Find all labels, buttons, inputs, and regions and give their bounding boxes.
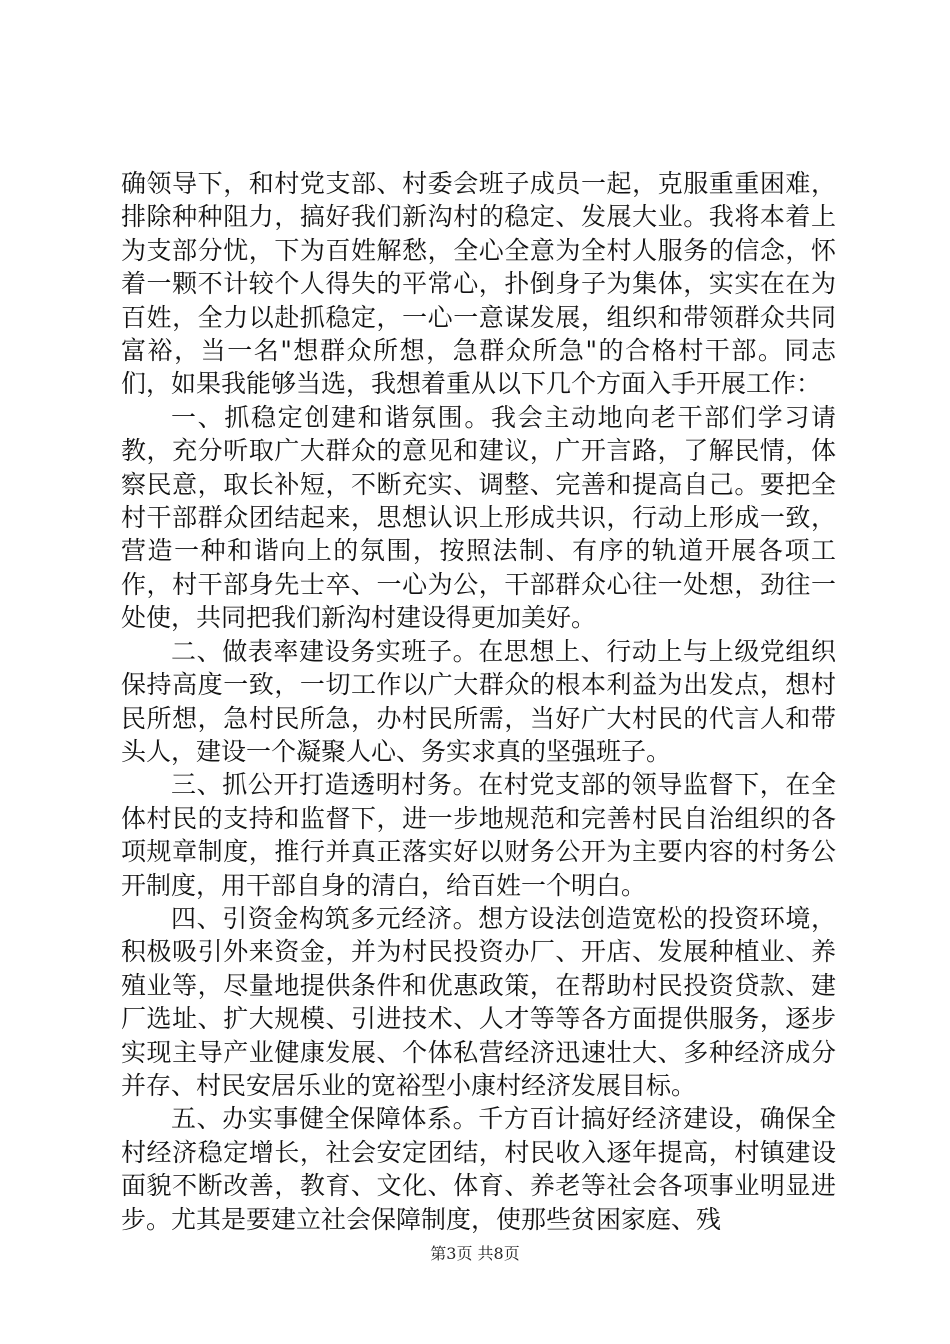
document-body <box>121 167 836 1236</box>
paragraph-point-4: 四、引资金构筑多元经济。想方设法创造宽松的投资环境，积极吸引外来资金，并为村民投资办厂、开店、发展种植业、养殖业等，尽量地提供条件和优惠政策，在帮助村民投资贷款、建厂选址、扩大规模、引进技术、人才等等各方面提供服务，逐步实现主导产业健康发展、个体私营经济迅速壮大、多种经济成分并存、村民安居乐业的宽裕型小康村经济发展目标。 <box>121 903 836 1100</box>
paragraph-point-2: 二、做表率建设务实班子。在思想上、行动上与上级党组织保持高度一致，一切工作以广大群众的根本利益为出发点，想村民所想，急村民所急，办村民所需，当好广大村民的代言人和带头人，建设一个凝聚人心、务实求真的坚强班子。 <box>121 636 836 766</box>
paragraph-point-3: 三、抓公开打造透明村务。在村党支部的领导监督下，在全体村民的支持和监督下，进一步地规范和完善村民自治组织的各项规章制度，推行并真正落实好以财务公开为主要内容的村务公开制度，用干部自身的清白，给百姓一个明白。 <box>121 770 836 900</box>
paragraph-point-5: 五、办实事健全保障体系。千方百计搞好经济建设，确保全村经济稳定增长，社会安定团结，村民收入逐年提高，村镇建设面貌不断改善，教育、文化、体育、养老等社会各项事业明显进步。尤其是要建立社会保障制度，使那些贫困家庭、残 <box>121 1104 836 1234</box>
paragraph-intro: 确领导下，和村党支部、村委会班子成员一起，克服重重困难，排除种种阻力，搞好我们新沟村的稳定、发展大业。我将本着上为支部分忧，下为百姓解愁，全心全意为全村人服务的信念，怀着一颗不计较个人得失的平常心，扑倒身子为集体，实实在在为百姓，全力以赴抓稳定，一心一意谋发展，组织和带领群众共同富裕，当一名"想群众所想，急群众所急"的合格村干部。同志们，如果我能够当选，我想着重从以下几个方面入手开展工作： <box>121 169 836 399</box>
page-number-footer: 第3页 共8页 <box>430 1244 520 1263</box>
paragraph-point-1: 一、抓稳定创建和谐氛围。我会主动地向老干部们学习请教，充分听取广大群众的意见和建议，广开言路，了解民情，体察民意，取长补短，不断充实、调整、完善和提高自己。要把全村干部群众团结起来，思想认识上形成共识，行动上形成一致，营造一种和谐向上的氛围，按照法制、有序的轨道开展各项工作，村干部身先士卒、一心为公，干部群众心往一处想，劲往一处使，共同把我们新沟村建设得更加美好。 <box>121 402 836 633</box>
